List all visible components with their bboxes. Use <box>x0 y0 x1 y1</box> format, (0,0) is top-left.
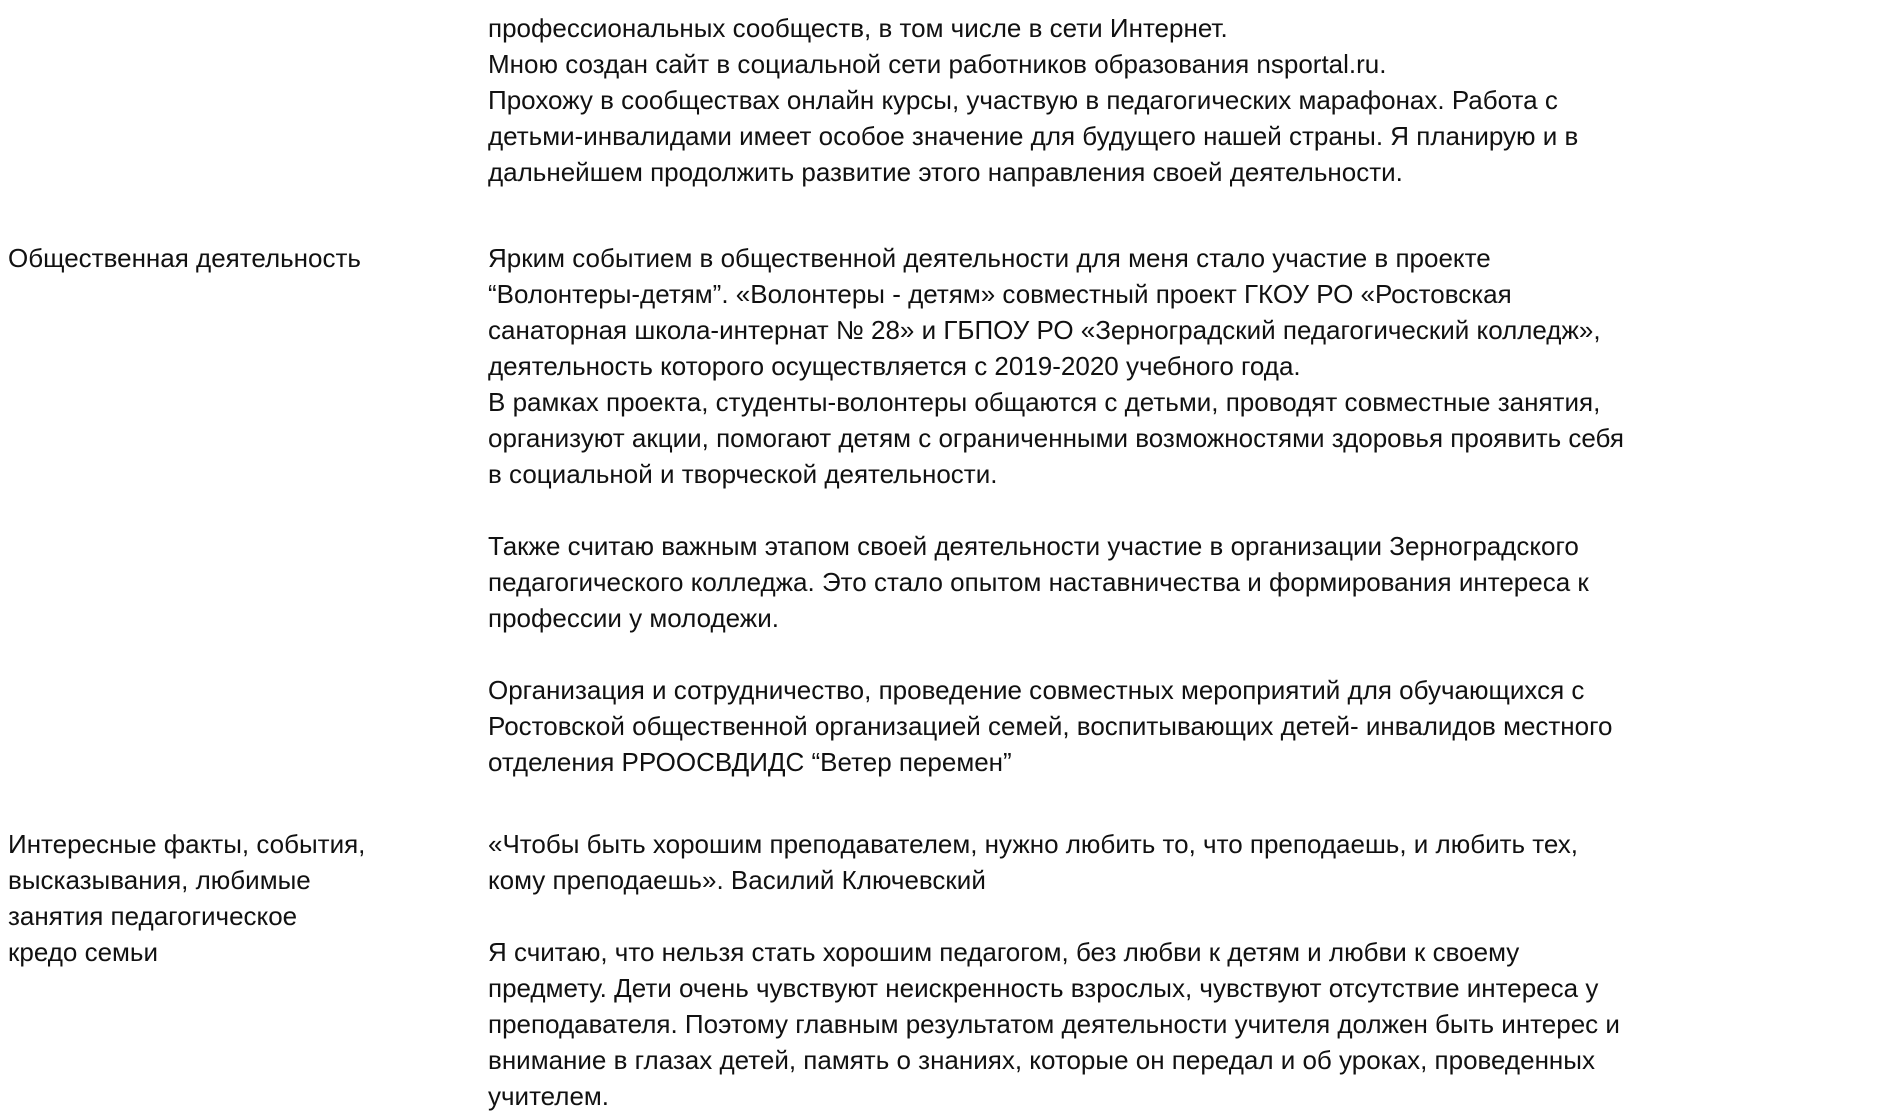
text-line: Организация и сотрудничество, проведение совместных мероприятий для обучающихся с <box>488 675 1585 705</box>
text-line: отделения РРООСВДИДС “Ветер перемен” <box>488 747 1012 777</box>
text-line: В рамках проекта, студенты-волонтеры общаются с детьми, проводят совместные занятия, <box>488 387 1601 417</box>
top-paragraph <box>488 10 1888 190</box>
text-line: педагогического колледжа. Это стало опытом наставничества и формирования интереса к <box>488 567 1589 597</box>
text-line: Ярким событием в общественной деятельности для меня стало участие в проекте <box>488 243 1491 273</box>
text-line: учителем. <box>488 1081 610 1111</box>
text-line: организуют акции, помогают детям с ограниченными возможностями здоровья проявить себя <box>488 423 1624 453</box>
quote-paragraph <box>488 826 1888 898</box>
text-line: профессиональных сообществ, в том числе в сети Интернет. <box>488 13 1228 43</box>
text-line: в социальной и творческой деятельности. <box>488 459 998 489</box>
row-label-interesting-facts <box>8 826 478 970</box>
text-line: санаторная школа-интернат № 28» и ГБПОУ РО «Зерноградский педагогический колледж», <box>488 315 1601 345</box>
text-line: “Волонтеры-детям”. «Волонтеры - детям» совместный проект ГКОУ РО «Ростовская <box>488 279 1512 309</box>
public-activity-paragraph-1 <box>488 240 1888 492</box>
text-line: Я считаю, что нельзя стать хорошим педагогом, без любви к детям и любви к своему <box>488 937 1520 967</box>
text-line: внимание в глазах детей, память о знаниях, которые он передал и об уроках, проведенных <box>488 1045 1595 1075</box>
label-line: кредо семьи <box>8 937 158 967</box>
label-line: занятия педагогическое <box>8 901 298 931</box>
text-line: «Чтобы быть хорошим преподавателем, нужно любить то, что преподаешь, и любить тех, <box>488 829 1579 859</box>
text-line: Мною создан сайт в социальной сети работников образования nsportal.ru. <box>488 49 1387 79</box>
text-line: кому преподаешь». Василий Ключевский <box>488 865 986 895</box>
text-line: Прохожу в сообществах онлайн курсы, участвую в педагогических марафонах. Работа с <box>488 85 1558 115</box>
public-activity-paragraph-2 <box>488 528 1888 636</box>
public-activity-paragraph-3 <box>488 672 1888 780</box>
credo-paragraph <box>488 934 1888 1114</box>
label-line: Общественная деятельность <box>8 243 361 273</box>
interesting-facts-content <box>488 826 1888 1114</box>
text-line: предмету. Дети очень чувствуют неискренность взрослых, чувствуют отсутствие интереса у <box>488 973 1599 1003</box>
row-label-public-activity <box>8 240 478 276</box>
public-activity-content <box>488 240 1888 780</box>
text-line: деятельность которого осуществляется с 2019-2020 учебного года. <box>488 351 1301 381</box>
text-line: Также считаю важным этапом своей деятельности участие в организации Зерноградского <box>488 531 1579 561</box>
text-line: преподавателя. Поэтому главным результатом деятельности учителя должен быть интерес и <box>488 1009 1620 1039</box>
label-line: высказывания, любимые <box>8 865 311 895</box>
text-line: Ростовской общественной организацией семей, воспитывающих детей- инвалидов местного <box>488 711 1613 741</box>
text-line: профессии у молодежи. <box>488 603 779 633</box>
text-line: дальнейшем продолжить развитие этого направления своей деятельности. <box>488 157 1403 187</box>
label-line: Интересные факты, события, <box>8 829 366 859</box>
text-line: детьми-инвалидами имеет особое значение для будущего нашей страны. Я планирую и в <box>488 121 1579 151</box>
